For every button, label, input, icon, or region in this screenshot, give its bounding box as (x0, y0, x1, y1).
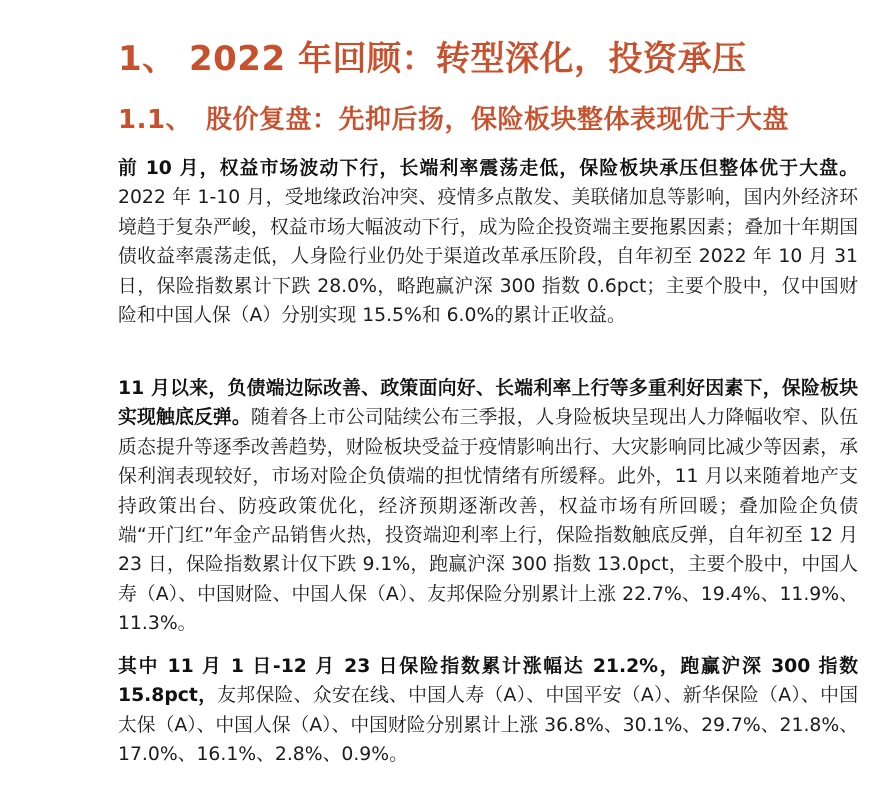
paragraph-2 (118, 374, 858, 639)
paragraph-1 (118, 154, 858, 330)
paragraph-2-lead: 11 月以来，负债端边际改善、政策面向好、长端利率上行等多重利好因素下，保险板块实现触底反弹。 (118, 378, 858, 429)
paragraph-3 (118, 652, 858, 770)
paragraph-3-lead: 其中 11 月 1 日-12 月 23 日保险指数累计涨幅达 21.2%，跑赢沪深 300 指数 15.8pct， (118, 656, 858, 707)
paragraph-3-body: 友邦保险、众安在线、中国人寿（A）、中国平安（A）、新华保险（A）、中国太保（A）、中国人保（A）、中国财险分别累计上涨 36.8%、30.1%、29.7%、21.8%、17.0%、16.1%、2.8%、0.9%。 (118, 685, 858, 766)
subsection-title: 股价复盘：先抑后扬，保险板块整体表现优于大盘 (206, 105, 790, 135)
paragraph-1-body: 2022 年 1-10 月，受地缘政治冲突、疫情多点散发、美联储加息等影响，国内外经济环境趋于复杂严峻，权益市场大幅波动下行，成为险企投资端主要拖累因素；叠加十年期国债收益率震荡走低，人身险行业仍处于渠道改革承压阶段，自年初至 2022 年 10 月 31 日，保险指数累计下跌 28.0%，略跑赢沪深 300 指数 0.6pct；主要个股中，仅中国财险和中国人保（A）分别实现 15.5%和 6.0%的累计正收益。 (118, 187, 858, 327)
subsection-heading (118, 100, 789, 140)
paragraph-2-body: 随着各上市公司陆续公布三季报，人身险板块呈现出人力降幅收窄、队伍质态提升等逐季改善趋势，财险板块受益于疫情影响出行、大灾影响同比减少等因素，承保利润表现较好，市场对险企负债端的担忧情绪有所缓释。此外，11 月以来随着地产支持政策出台、防疫政策优化，经济预期逐渐改善，权益市场有所回暖；叠加险企负债端“开门红”年金产品销售火热，投资端迎利率上行，保险指数触底反弹，自年初至 12 月 23 日，保险指数累计仅下跌 9.1%，跑赢沪深 300 指数 13.0pct，主要个股中，中国人寿（A）、中国财险、中国人保（A）、友邦保险分别累计上涨 22.7%、19.4%、11.9%、11.3%。 (118, 407, 859, 635)
subsection-number: 1.1、 (118, 105, 193, 135)
paragraph-1-lead: 前 10 月，权益市场波动下行，长端利率震荡走低，保险板块承压但整体优于大盘。 (118, 158, 858, 179)
section-title: 1、 2022 年回顾：转型深化，投资承压 (118, 39, 747, 79)
